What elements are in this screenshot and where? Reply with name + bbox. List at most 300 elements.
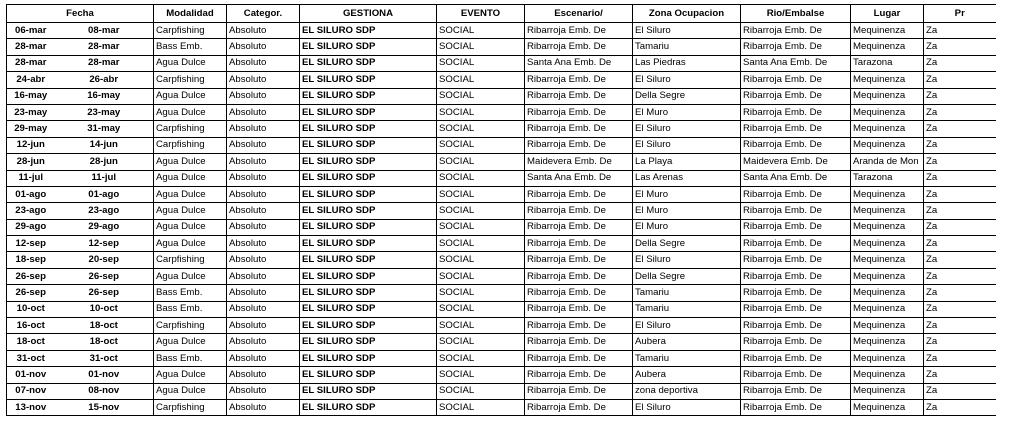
events-table <box>6 4 996 416</box>
zona-ocupacion-cell[interactable]: Las Arenas <box>633 170 741 186</box>
table-row <box>7 170 996 186</box>
date-from-cell[interactable]: 29-ago <box>7 219 55 235</box>
gestiona-cell[interactable]: EL SILURO SDP <box>300 72 437 88</box>
escenario-cell[interactable]: Santa Ana Emb. De <box>525 170 633 186</box>
rio-embalse-cell[interactable]: Ribarroja Emb. De <box>741 285 851 301</box>
date-to-cell[interactable]: 28-jun <box>55 154 154 170</box>
pr-cell[interactable]: Za <box>924 154 996 170</box>
table-row <box>7 236 996 252</box>
rio-embalse-cell[interactable]: Ribarroja Emb. De <box>741 186 851 202</box>
date-to-cell[interactable]: 26-sep <box>55 285 154 301</box>
evento-cell[interactable]: SOCIAL <box>437 334 525 350</box>
date-to-cell[interactable]: 08-mar <box>55 23 154 39</box>
pr-cell[interactable]: Za <box>924 318 996 334</box>
table-row <box>7 203 996 219</box>
date-to-cell[interactable]: 11-jul <box>55 170 154 186</box>
modalidad-cell[interactable]: Carpfishing <box>154 137 227 153</box>
categoria-cell[interactable]: Absoluto <box>227 104 300 120</box>
lugar-cell[interactable]: Mequinenza <box>851 285 924 301</box>
rio-embalse-cell[interactable]: Ribarroja Emb. De <box>741 268 851 284</box>
pr-cell[interactable]: Za <box>924 268 996 284</box>
modalidad-cell[interactable]: Agua Dulce <box>154 186 227 202</box>
pr-cell[interactable]: Za <box>924 399 996 415</box>
spreadsheet <box>6 4 996 416</box>
header-modalidad[interactable]: Modalidad <box>154 5 227 23</box>
zona-ocupacion-cell[interactable]: Las Piedras <box>633 55 741 71</box>
categoria-cell[interactable]: Absoluto <box>227 72 300 88</box>
evento-cell[interactable]: SOCIAL <box>437 203 525 219</box>
categoria-cell[interactable]: Absoluto <box>227 285 300 301</box>
pr-cell[interactable]: Za <box>924 334 996 350</box>
rio-embalse-cell[interactable]: Ribarroja Emb. De <box>741 301 851 317</box>
categoria-cell[interactable]: Absoluto <box>227 88 300 104</box>
escenario-cell[interactable]: Ribarroja Emb. De <box>525 88 633 104</box>
date-from-cell[interactable]: 10-oct <box>7 301 55 317</box>
gestiona-cell[interactable]: EL SILURO SDP <box>300 137 437 153</box>
date-to-cell[interactable]: 31-oct <box>55 350 154 366</box>
escenario-cell[interactable]: Ribarroja Emb. De <box>525 23 633 39</box>
date-to-cell[interactable]: 14-jun <box>55 137 154 153</box>
pr-cell[interactable]: Za <box>924 383 996 399</box>
evento-cell[interactable]: SOCIAL <box>437 301 525 317</box>
date-to-cell[interactable]: 18-oct <box>55 334 154 350</box>
rio-embalse-cell[interactable]: Ribarroja Emb. De <box>741 23 851 39</box>
evento-cell[interactable]: SOCIAL <box>437 285 525 301</box>
escenario-cell[interactable]: Ribarroja Emb. De <box>525 39 633 55</box>
pr-cell[interactable]: Za <box>924 186 996 202</box>
pr-cell[interactable]: Za <box>924 23 996 39</box>
escenario-cell[interactable]: Maidevera Emb. De <box>525 154 633 170</box>
evento-cell[interactable]: SOCIAL <box>437 186 525 202</box>
header-pr[interactable]: Pr <box>924 5 996 23</box>
table-row <box>7 301 996 317</box>
lugar-cell[interactable]: Mequinenza <box>851 219 924 235</box>
gestiona-cell[interactable]: EL SILURO SDP <box>300 236 437 252</box>
lugar-cell[interactable]: Mequinenza <box>851 203 924 219</box>
modalidad-cell[interactable]: Carpfishing <box>154 252 227 268</box>
date-to-cell[interactable]: 26-sep <box>55 268 154 284</box>
zona-ocupacion-cell[interactable]: Aubera <box>633 367 741 383</box>
rio-embalse-cell[interactable]: Ribarroja Emb. De <box>741 121 851 137</box>
escenario-cell[interactable]: Ribarroja Emb. De <box>525 72 633 88</box>
evento-cell[interactable]: SOCIAL <box>437 55 525 71</box>
pr-cell[interactable]: Za <box>924 72 996 88</box>
lugar-cell[interactable]: Mequinenza <box>851 186 924 202</box>
lugar-cell[interactable]: Mequinenza <box>851 334 924 350</box>
rio-embalse-cell[interactable]: Ribarroja Emb. De <box>741 137 851 153</box>
date-to-cell[interactable]: 31-may <box>55 121 154 137</box>
categoria-cell[interactable]: Absoluto <box>227 55 300 71</box>
zona-ocupacion-cell[interactable]: Tamariu <box>633 285 741 301</box>
table-row <box>7 334 996 350</box>
pr-cell[interactable]: Za <box>924 121 996 137</box>
zona-ocupacion-cell[interactable]: El Siluro <box>633 137 741 153</box>
evento-cell[interactable]: SOCIAL <box>437 268 525 284</box>
evento-cell[interactable]: SOCIAL <box>437 399 525 415</box>
table-row <box>7 55 996 71</box>
date-from-cell[interactable]: 26-sep <box>7 285 55 301</box>
rio-embalse-cell[interactable]: Ribarroja Emb. De <box>741 367 851 383</box>
gestiona-cell[interactable]: EL SILURO SDP <box>300 301 437 317</box>
lugar-cell[interactable]: Mequinenza <box>851 104 924 120</box>
header-fecha[interactable]: Fecha <box>7 5 154 23</box>
zona-ocupacion-cell[interactable]: El Muro <box>633 104 741 120</box>
categoria-cell[interactable]: Absoluto <box>227 301 300 317</box>
date-from-cell[interactable]: 11-jul <box>7 170 55 186</box>
categoria-cell[interactable]: Absoluto <box>227 154 300 170</box>
modalidad-cell[interactable]: Bass Emb. <box>154 39 227 55</box>
date-to-cell[interactable]: 16-may <box>55 88 154 104</box>
zona-ocupacion-cell[interactable]: Della Segre <box>633 236 741 252</box>
rio-embalse-cell[interactable]: Ribarroja Emb. De <box>741 399 851 415</box>
evento-cell[interactable]: SOCIAL <box>437 88 525 104</box>
escenario-cell[interactable]: Ribarroja Emb. De <box>525 350 633 366</box>
evento-cell[interactable]: SOCIAL <box>437 219 525 235</box>
date-from-cell[interactable]: 31-oct <box>7 350 55 366</box>
evento-cell[interactable]: SOCIAL <box>437 383 525 399</box>
rio-embalse-cell[interactable]: Ribarroja Emb. De <box>741 219 851 235</box>
modalidad-cell[interactable]: Bass Emb. <box>154 285 227 301</box>
date-from-cell[interactable]: 12-jun <box>7 137 55 153</box>
pr-cell[interactable]: Za <box>924 301 996 317</box>
date-from-cell[interactable]: 07-nov <box>7 383 55 399</box>
modalidad-cell[interactable]: Agua Dulce <box>154 203 227 219</box>
gestiona-cell[interactable]: EL SILURO SDP <box>300 285 437 301</box>
date-to-cell[interactable]: 23-may <box>55 104 154 120</box>
lugar-cell[interactable]: Mequinenza <box>851 88 924 104</box>
rio-embalse-cell[interactable]: Ribarroja Emb. De <box>741 72 851 88</box>
lugar-cell[interactable]: Tarazona <box>851 55 924 71</box>
categoria-cell[interactable]: Absoluto <box>227 318 300 334</box>
pr-cell[interactable]: Za <box>924 39 996 55</box>
table-row <box>7 104 996 120</box>
date-from-cell[interactable]: 24-abr <box>7 72 55 88</box>
gestiona-cell[interactable]: EL SILURO SDP <box>300 219 437 235</box>
categoria-cell[interactable]: Absoluto <box>227 236 300 252</box>
evento-cell[interactable]: SOCIAL <box>437 72 525 88</box>
date-from-cell[interactable]: 29-may <box>7 121 55 137</box>
table-row <box>7 137 996 153</box>
modalidad-cell[interactable]: Carpfishing <box>154 72 227 88</box>
pr-cell[interactable]: Za <box>924 203 996 219</box>
lugar-cell[interactable]: Mequinenza <box>851 318 924 334</box>
pr-cell[interactable]: Za <box>924 104 996 120</box>
evento-cell[interactable]: SOCIAL <box>437 350 525 366</box>
evento-cell[interactable]: SOCIAL <box>437 104 525 120</box>
modalidad-cell[interactable]: Agua Dulce <box>154 268 227 284</box>
rio-embalse-cell[interactable]: Santa Ana Emb. De <box>741 170 851 186</box>
date-from-cell[interactable]: 23-ago <box>7 203 55 219</box>
lugar-cell[interactable]: Aranda de Mon <box>851 154 924 170</box>
modalidad-cell[interactable]: Bass Emb. <box>154 301 227 317</box>
evento-cell[interactable]: SOCIAL <box>437 367 525 383</box>
escenario-cell[interactable]: Ribarroja Emb. De <box>525 268 633 284</box>
zona-ocupacion-cell[interactable]: Tamariu <box>633 39 741 55</box>
modalidad-cell[interactable]: Agua Dulce <box>154 104 227 120</box>
categoria-cell[interactable]: Absoluto <box>227 383 300 399</box>
categoria-cell[interactable]: Absoluto <box>227 121 300 137</box>
modalidad-cell[interactable]: Agua Dulce <box>154 170 227 186</box>
header-zona-ocupacion[interactable]: Zona Ocupacion <box>633 5 741 23</box>
rio-embalse-cell[interactable]: Ribarroja Emb. De <box>741 252 851 268</box>
pr-cell[interactable]: Za <box>924 236 996 252</box>
date-from-cell[interactable]: 16-may <box>7 88 55 104</box>
modalidad-cell[interactable]: Agua Dulce <box>154 367 227 383</box>
table-row <box>7 350 996 366</box>
lugar-cell[interactable]: Mequinenza <box>851 268 924 284</box>
modalidad-cell[interactable]: Agua Dulce <box>154 383 227 399</box>
date-to-cell[interactable]: 23-ago <box>55 203 154 219</box>
escenario-cell[interactable]: Ribarroja Emb. De <box>525 137 633 153</box>
gestiona-cell[interactable]: EL SILURO SDP <box>300 88 437 104</box>
gestiona-cell[interactable]: EL SILURO SDP <box>300 367 437 383</box>
date-from-cell[interactable]: 16-oct <box>7 318 55 334</box>
date-from-cell[interactable]: 23-may <box>7 104 55 120</box>
evento-cell[interactable]: SOCIAL <box>437 23 525 39</box>
gestiona-cell[interactable]: EL SILURO SDP <box>300 318 437 334</box>
modalidad-cell[interactable]: Carpfishing <box>154 121 227 137</box>
date-to-cell[interactable]: 10-oct <box>55 301 154 317</box>
lugar-cell[interactable]: Mequinenza <box>851 367 924 383</box>
zona-ocupacion-cell[interactable]: El Siluro <box>633 318 741 334</box>
evento-cell[interactable]: SOCIAL <box>437 154 525 170</box>
categoria-cell[interactable]: Absoluto <box>227 399 300 415</box>
rio-embalse-cell[interactable]: Ribarroja Emb. De <box>741 318 851 334</box>
lugar-cell[interactable]: Mequinenza <box>851 252 924 268</box>
lugar-cell[interactable]: Mequinenza <box>851 236 924 252</box>
zona-ocupacion-cell[interactable]: Della Segre <box>633 88 741 104</box>
evento-cell[interactable]: SOCIAL <box>437 121 525 137</box>
modalidad-cell[interactable]: Carpfishing <box>154 399 227 415</box>
escenario-cell[interactable]: Ribarroja Emb. De <box>525 301 633 317</box>
lugar-cell[interactable]: Mequinenza <box>851 23 924 39</box>
zona-ocupacion-cell[interactable]: El Muro <box>633 203 741 219</box>
gestiona-cell[interactable]: EL SILURO SDP <box>300 334 437 350</box>
date-to-cell[interactable]: 01-ago <box>55 186 154 202</box>
lugar-cell[interactable]: Mequinenza <box>851 137 924 153</box>
rio-embalse-cell[interactable]: Santa Ana Emb. De <box>741 55 851 71</box>
gestiona-cell[interactable]: EL SILURO SDP <box>300 203 437 219</box>
categoria-cell[interactable]: Absoluto <box>227 137 300 153</box>
escenario-cell[interactable]: Ribarroja Emb. De <box>525 367 633 383</box>
table-row <box>7 23 996 39</box>
modalidad-cell[interactable]: Agua Dulce <box>154 55 227 71</box>
date-from-cell[interactable]: 01-ago <box>7 186 55 202</box>
date-to-cell[interactable]: 28-mar <box>55 55 154 71</box>
table-row <box>7 39 996 55</box>
table-row <box>7 318 996 334</box>
date-to-cell[interactable]: 28-mar <box>55 39 154 55</box>
lugar-cell[interactable]: Mequinenza <box>851 383 924 399</box>
zona-ocupacion-cell[interactable]: El Siluro <box>633 72 741 88</box>
gestiona-cell[interactable]: EL SILURO SDP <box>300 121 437 137</box>
gestiona-cell[interactable]: EL SILURO SDP <box>300 383 437 399</box>
lugar-cell[interactable]: Mequinenza <box>851 72 924 88</box>
pr-cell[interactable]: Za <box>924 252 996 268</box>
escenario-cell[interactable]: Ribarroja Emb. De <box>525 186 633 202</box>
zona-ocupacion-cell[interactable]: Tamariu <box>633 301 741 317</box>
date-from-cell[interactable]: 12-sep <box>7 236 55 252</box>
rio-embalse-cell[interactable]: Ribarroja Emb. De <box>741 350 851 366</box>
gestiona-cell[interactable]: EL SILURO SDP <box>300 104 437 120</box>
rio-embalse-cell[interactable]: Ribarroja Emb. De <box>741 334 851 350</box>
categoria-cell[interactable]: Absoluto <box>227 219 300 235</box>
date-from-cell[interactable]: 01-nov <box>7 367 55 383</box>
date-from-cell[interactable]: 13-nov <box>7 399 55 415</box>
escenario-cell[interactable]: Ribarroja Emb. De <box>525 121 633 137</box>
categoria-cell[interactable]: Absoluto <box>227 23 300 39</box>
date-from-cell[interactable]: 26-sep <box>7 268 55 284</box>
header-row <box>7 5 996 23</box>
evento-cell[interactable]: SOCIAL <box>437 236 525 252</box>
modalidad-cell[interactable]: Agua Dulce <box>154 334 227 350</box>
date-from-cell[interactable]: 28-mar <box>7 39 55 55</box>
lugar-cell[interactable]: Mequinenza <box>851 301 924 317</box>
escenario-cell[interactable]: Ribarroja Emb. De <box>525 104 633 120</box>
date-from-cell[interactable]: 18-oct <box>7 334 55 350</box>
table-body <box>7 23 996 416</box>
zona-ocupacion-cell[interactable]: Della Segre <box>633 268 741 284</box>
lugar-cell[interactable]: Tarazona <box>851 170 924 186</box>
rio-embalse-cell[interactable]: Ribarroja Emb. De <box>741 383 851 399</box>
zona-ocupacion-cell[interactable]: La Playa <box>633 154 741 170</box>
table-row <box>7 219 996 235</box>
zona-ocupacion-cell[interactable]: Aubera <box>633 334 741 350</box>
zona-ocupacion-cell[interactable]: El Siluro <box>633 23 741 39</box>
date-from-cell[interactable]: 06-mar <box>7 23 55 39</box>
header-escenario[interactable]: Escenario/ <box>525 5 633 23</box>
modalidad-cell[interactable]: Agua Dulce <box>154 88 227 104</box>
date-to-cell[interactable]: 20-sep <box>55 252 154 268</box>
zona-ocupacion-cell[interactable]: El Siluro <box>633 399 741 415</box>
date-to-cell[interactable]: 01-nov <box>55 367 154 383</box>
escenario-cell[interactable]: Ribarroja Emb. De <box>525 236 633 252</box>
modalidad-cell[interactable]: Agua Dulce <box>154 154 227 170</box>
table-row <box>7 88 996 104</box>
gestiona-cell[interactable]: EL SILURO SDP <box>300 186 437 202</box>
date-to-cell[interactable]: 29-ago <box>55 219 154 235</box>
categoria-cell[interactable]: Absoluto <box>227 268 300 284</box>
categoria-cell[interactable]: Absoluto <box>227 350 300 366</box>
header-rio-embalse[interactable]: Rio/Embalse <box>741 5 851 23</box>
lugar-cell[interactable]: Mequinenza <box>851 350 924 366</box>
modalidad-cell[interactable]: Agua Dulce <box>154 236 227 252</box>
gestiona-cell[interactable]: EL SILURO SDP <box>300 350 437 366</box>
categoria-cell[interactable]: Absoluto <box>227 203 300 219</box>
pr-cell[interactable]: Za <box>924 285 996 301</box>
date-from-cell[interactable]: 28-jun <box>7 154 55 170</box>
evento-cell[interactable]: SOCIAL <box>437 170 525 186</box>
categoria-cell[interactable]: Absoluto <box>227 334 300 350</box>
date-to-cell[interactable]: 26-abr <box>55 72 154 88</box>
evento-cell[interactable]: SOCIAL <box>437 318 525 334</box>
table-row <box>7 399 996 415</box>
table-row <box>7 367 996 383</box>
modalidad-cell[interactable]: Bass Emb. <box>154 350 227 366</box>
table-row <box>7 186 996 202</box>
categoria-cell[interactable]: Absoluto <box>227 186 300 202</box>
escenario-cell[interactable]: Ribarroja Emb. De <box>525 219 633 235</box>
gestiona-cell[interactable]: EL SILURO SDP <box>300 39 437 55</box>
table-row <box>7 154 996 170</box>
gestiona-cell[interactable]: EL SILURO SDP <box>300 170 437 186</box>
pr-cell[interactable]: Za <box>924 219 996 235</box>
lugar-cell[interactable]: Mequinenza <box>851 121 924 137</box>
modalidad-cell[interactable]: Carpfishing <box>154 23 227 39</box>
gestiona-cell[interactable]: EL SILURO SDP <box>300 268 437 284</box>
table-row <box>7 72 996 88</box>
zona-ocupacion-cell[interactable]: El Siluro <box>633 252 741 268</box>
escenario-cell[interactable]: Ribarroja Emb. De <box>525 318 633 334</box>
rio-embalse-cell[interactable]: Ribarroja Emb. De <box>741 236 851 252</box>
rio-embalse-cell[interactable]: Ribarroja Emb. De <box>741 203 851 219</box>
categoria-cell[interactable]: Absoluto <box>227 252 300 268</box>
escenario-cell[interactable]: Ribarroja Emb. De <box>525 203 633 219</box>
categoria-cell[interactable]: Absoluto <box>227 367 300 383</box>
date-from-cell[interactable]: 28-mar <box>7 55 55 71</box>
escenario-cell[interactable]: Ribarroja Emb. De <box>525 252 633 268</box>
escenario-cell[interactable]: Ribarroja Emb. De <box>525 399 633 415</box>
escenario-cell[interactable]: Ribarroja Emb. De <box>525 285 633 301</box>
pr-cell[interactable]: Za <box>924 55 996 71</box>
categoria-cell[interactable]: Absoluto <box>227 39 300 55</box>
date-to-cell[interactable]: 12-sep <box>55 236 154 252</box>
gestiona-cell[interactable]: EL SILURO SDP <box>300 154 437 170</box>
gestiona-cell[interactable]: EL SILURO SDP <box>300 399 437 415</box>
evento-cell[interactable]: SOCIAL <box>437 137 525 153</box>
zona-ocupacion-cell[interactable]: Tamariu <box>633 350 741 366</box>
header-gestiona[interactable]: GESTIONA <box>300 5 437 23</box>
date-to-cell[interactable]: 08-nov <box>55 383 154 399</box>
evento-cell[interactable]: SOCIAL <box>437 252 525 268</box>
evento-cell[interactable]: SOCIAL <box>437 39 525 55</box>
pr-cell[interactable]: Za <box>924 88 996 104</box>
modalidad-cell[interactable]: Carpfishing <box>154 318 227 334</box>
header-lugar[interactable]: Lugar <box>851 5 924 23</box>
zona-ocupacion-cell[interactable]: El Muro <box>633 219 741 235</box>
table-row <box>7 121 996 137</box>
table-row <box>7 383 996 399</box>
table-row <box>7 268 996 284</box>
escenario-cell[interactable]: Ribarroja Emb. De <box>525 383 633 399</box>
date-to-cell[interactable]: 15-nov <box>55 399 154 415</box>
categoria-cell[interactable]: Absoluto <box>227 170 300 186</box>
rio-embalse-cell[interactable]: Ribarroja Emb. De <box>741 88 851 104</box>
rio-embalse-cell[interactable]: Ribarroja Emb. De <box>741 104 851 120</box>
pr-cell[interactable]: Za <box>924 137 996 153</box>
escenario-cell[interactable]: Santa Ana Emb. De <box>525 55 633 71</box>
lugar-cell[interactable]: Mequinenza <box>851 399 924 415</box>
modalidad-cell[interactable]: Agua Dulce <box>154 219 227 235</box>
pr-cell[interactable]: Za <box>924 170 996 186</box>
rio-embalse-cell[interactable]: Ribarroja Emb. De <box>741 39 851 55</box>
zona-ocupacion-cell[interactable]: zona deportiva <box>633 383 741 399</box>
date-from-cell[interactable]: 18-sep <box>7 252 55 268</box>
gestiona-cell[interactable]: EL SILURO SDP <box>300 23 437 39</box>
pr-cell[interactable]: Za <box>924 367 996 383</box>
header-evento[interactable]: EVENTO <box>437 5 525 23</box>
gestiona-cell[interactable]: EL SILURO SDP <box>300 55 437 71</box>
date-to-cell[interactable]: 18-oct <box>55 318 154 334</box>
rio-embalse-cell[interactable]: Maidevera Emb. De <box>741 154 851 170</box>
header-categoria[interactable]: Categor. <box>227 5 300 23</box>
zona-ocupacion-cell[interactable]: El Siluro <box>633 121 741 137</box>
gestiona-cell[interactable]: EL SILURO SDP <box>300 252 437 268</box>
zona-ocupacion-cell[interactable]: El Muro <box>633 186 741 202</box>
escenario-cell[interactable]: Ribarroja Emb. De <box>525 334 633 350</box>
pr-cell[interactable]: Za <box>924 350 996 366</box>
lugar-cell[interactable]: Mequinenza <box>851 39 924 55</box>
